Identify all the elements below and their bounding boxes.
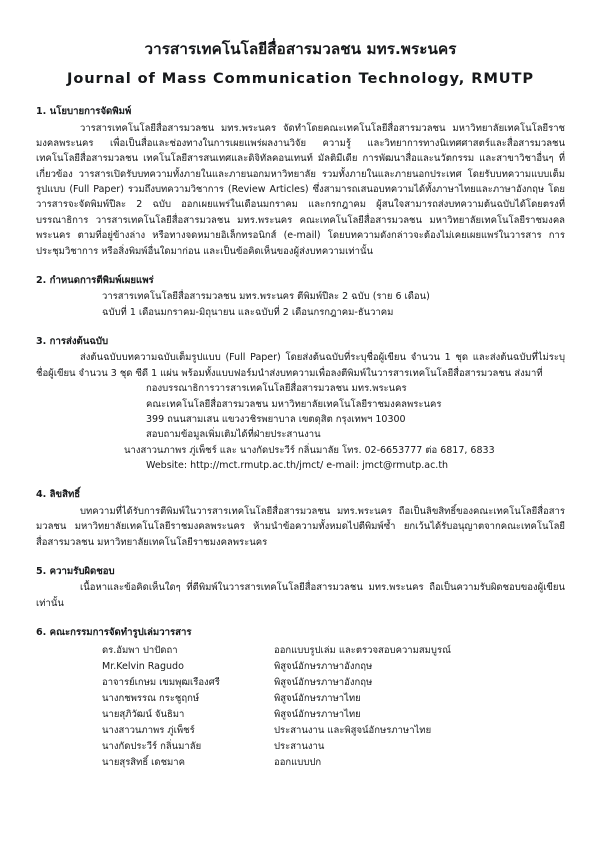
section-heading-4: 4. ลิขสิทธิ์ (36, 489, 81, 501)
committee-member-name: อาจารย์เกษม เขมพุฒเรืองศรี (102, 677, 220, 689)
section-heading-5: 5. ความรับผิดชอบ (36, 565, 115, 577)
section-publication-policy (36, 105, 565, 259)
section-2-line-1: วารสารเทคโนโลยีสื่อสารมวลชน มทร.พระนคร ตีพิมพ์ปีละ 2 ฉบับ (ราย 6 เดือน) (102, 291, 430, 303)
section-4-paragraph: บทความที่ได้รับการตีพิมพ์ในวารสารเทคโนโลยีสื่อสารมวลชน มทร.พระนคร ถือเป็นลิขสิทธิ์ของคณะเทคโนโลยีสื่อสารมวลชน มหาวิทยาลัยเทคโนโลยีราชมงคลพระนคร ห้ามนำข้อความทั้งหมดไปตีพิมพ์ซ้ำ ยกเว้นได้รับอนุญาตจากคณะเทคโนโลยีสื่อสารมวลชน มหาวิทยาลัยเทคโนโลยีราชมงคลพระนคร (36, 505, 565, 548)
table-row (102, 723, 451, 739)
committee-member-role: พิสูจน์อักษรภาษาไทย (274, 693, 361, 705)
committee-member-name: นายสุรสิทธิ์ เดชมาค (102, 757, 185, 769)
committee-member-role: ประสานงาน และพิสูจน์อักษรภาษาไทย (274, 725, 432, 737)
committee-member-role: ประสานงาน (274, 741, 325, 753)
section-5-paragraph: เนื้อหาและข้อคิดเห็นใดๆ ที่ตีพิมพ์ในวารสารเทคโนโลยีสื่อสารมวลชน มทร.พระนคร ถือเป็นความรับผิดชอบของผู้เขียนเท่านั้น (36, 582, 565, 609)
section-manuscript-submission (36, 335, 565, 473)
section-heading-2: 2. กำหนดการตีพิมพ์เผยแพร่ (36, 274, 154, 286)
section-3-paragraph: ส่งต้นฉบับบทความฉบับเต็มรูปแบบ (Full Paper) โดยส่งต้นฉบับที่ระบุชื่อผู้เขียน จำนวน 1 ชุด และส่งต้นฉบับที่ไม่ระบุชื่อผู้เขียน จำนวน 3 ชุด ซีดี 1 แผ่น พร้อมทั้งแบบฟอร์มนำส่งบทความเพื่อลงตีพิมพ์ในวารสารเทคโนโลยีสื่อสารมวลชน ส่งมาที่ (36, 352, 565, 379)
table-row (102, 643, 451, 659)
committee-member-role: ออกแบบรูปเล่ม และตรวจสอบความสมบูรณ์ (274, 645, 451, 657)
section-responsibility (36, 565, 565, 611)
committee-table (102, 643, 451, 771)
table-row (102, 739, 451, 755)
committee-member-name: ดร.อัมพา ปาปัดถา (102, 645, 178, 657)
committee-member-name: Mr.Kelvin Ragudo (102, 661, 184, 673)
page-title-thai: วารสารเทคโนโลยีสื่อสารมวลชน มทร.พระนคร (144, 40, 457, 58)
committee-member-name: นางสาวนภาพร ภู่เพ็ชร์ (102, 725, 195, 737)
contact-line-web-email: Website: http://mct.rmutp.ac.th/jmct/ e-mail: jmct@rmutp.ac.th (146, 460, 449, 472)
committee-member-role: พิสูจน์อักษรภาษาอังกฤษ (274, 677, 373, 689)
section-heading-1: 1. นโยบายการจัดพิมพ์ (36, 106, 132, 118)
committee-member-role: ออกแบบปก (274, 757, 322, 769)
contact-line-coordination: สอบถามข้อมูลเพิ่มเติมได้ที่ฝ่ายประสานงาน (146, 429, 321, 441)
committee-member-name: นายสุภิวัฒน์ จันธิมา (102, 709, 185, 721)
table-row (102, 707, 451, 723)
committee-member-name: นางกัดประวีร์ กลิ่นมาลัย (102, 741, 202, 753)
page-title-english: Journal of Mass Communication Technology, RMUTP (67, 69, 534, 87)
section-committee (36, 626, 565, 771)
committee-table-body (102, 643, 451, 771)
section-2-line-2: ฉบับที่ 1 เดือนมกราคม-มิถุนายน และฉบับที่ 2 เดือนกรกฎาคม-ธันวาคม (102, 306, 394, 318)
committee-member-role: พิสูจน์อักษรภาษาอังกฤษ (274, 661, 373, 673)
table-row (102, 691, 451, 707)
committee-member-name: นางกชพรรณ กระชูฤกษ์ (102, 693, 200, 705)
section-1-paragraph: วารสารเทคโนโลยีสื่อสารมวลชน มทร.พระนคร จัดทำโดยคณะเทคโนโลยีสื่อสารมวลชน มหาวิทยาลัยเทคโนโลยีราชมงคลพระนคร เพื่อเป็นสื่อและช่องทางในการเผยแพร่ผลงานวิจัย ความรู้ และวิทยาการทางนิเทศศาสตร์และสื่อสารมวลชน เทคโนโลยีสื่อสารมวลชน เทคโนโลยีสารสนเทศและดิจิทัลคอนเทนท์ มัลติมีเดีย การพัฒนาสื่อและนวัตกรรม และสาขาวิชาอื่นๆ ที่เกี่ยวข้อง วารสารเปิดรับบทความทั้งภายในและภายนอกมหาวิทยาลัย รวมทั้งภายในและภายนอกประเทศ โดยรับบทความแบบเต็มรูปแบบ (Full Paper) รวมถึงบทความวิชาการ (Review Articles) ซึ่งสามารถเสนอบทความได้ทั้งภาษาไทยและภาษาอังกฤษ โดยวารสารจะจัดพิมพ์ปีละ 2 ฉบับ ออกเผยแพร่ในเดือนมกราคม และกรกฎาคม ผู้สนใจสามารถส่งบทความต้นฉบับได้โดยตรงที่บรรณาธิการ วารสารเทคโนโลยีสื่อสารมวลชน มทร.พระนคร คณะเทคโนโลยีสื่อสารมวลชน มหาวิทยาลัยเทคโนโลยีราชมงคลพระนคร ตามที่อยู่ข้างล่าง หรือทางจดหมายอิเล็กทรอนิกส์ (e-mail) โดยบทความดังกล่าวจะต้องไม่เคยเผยแพร่ในวารสาร การประชุมวิชาการ หรือสิ่งพิมพ์อื่นใดมาก่อน และเป็นข้อคิดเห็นของผู้ส่งบทความเท่านั้น (36, 122, 565, 257)
section-copyright (36, 488, 565, 550)
contact-line-phone: นางสาวนภาพร ภู่เพ็ชร์ และ นางกัดประวีร์ กลิ่นมาลัย โทร. 02-6653777 ต่อ 6817, 6833 (124, 444, 495, 456)
document-title-block (36, 38, 565, 90)
table-row (102, 659, 451, 675)
section-heading-6: 6. คณะกรรมการจัดทำรูปเล่มวารสาร (36, 627, 192, 639)
address-line-street: 399 ถนนสามเสน แขวงวชิรพยาบาล เขตดุสิต กรุงเทพฯ 10300 (146, 413, 406, 425)
table-row (102, 755, 451, 771)
committee-member-role: พิสูจน์อักษรภาษาไทย (274, 709, 361, 721)
address-line-editorial-board: กองบรรณาธิการวารสารเทคโนโลยีสื่อสารมวลชน มทร.พระนคร (146, 383, 407, 395)
address-line-faculty: คณะเทคโนโลยีสื่อสารมวลชน มหาวิทยาลัยเทคโนโลยีราชมงคลพระนคร (146, 398, 442, 410)
table-row (102, 675, 451, 691)
section-heading-3: 3. การส่งต้นฉบับ (36, 336, 109, 348)
section-publication-schedule (36, 274, 565, 320)
committee-list (36, 643, 565, 771)
